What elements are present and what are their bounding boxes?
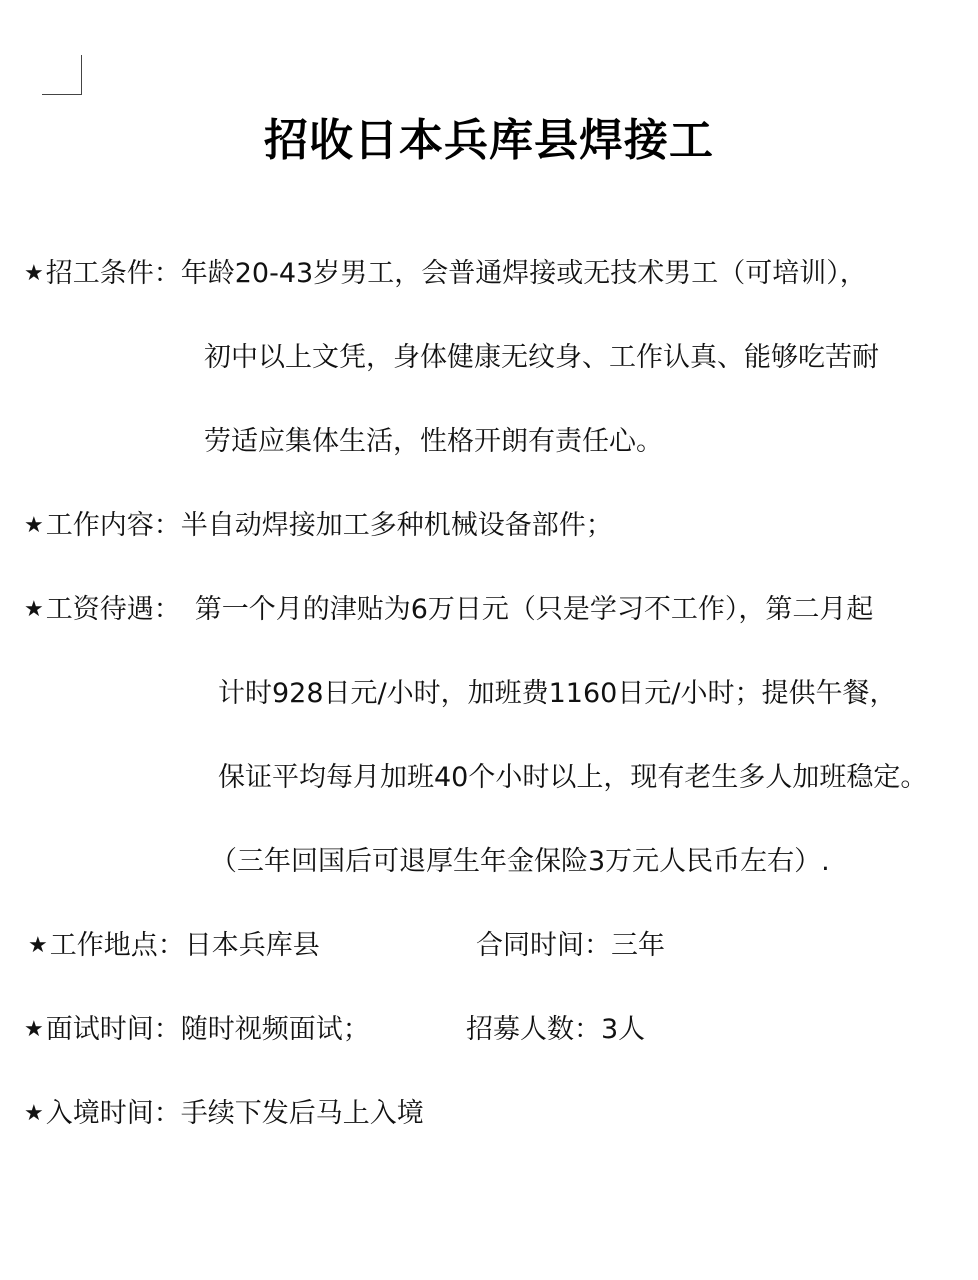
conditions-row xyxy=(24,256,867,292)
interview-value: 随时视频面试； xyxy=(180,1014,370,1045)
entry-label: 入境时间： xyxy=(45,1098,181,1129)
salary-row xyxy=(24,592,873,628)
star-icon: ★ xyxy=(24,597,44,622)
headcount-value: 3人 xyxy=(601,1014,646,1045)
page-corner-mark xyxy=(42,55,82,95)
salary-line-2: 计时928日元/小时，加班费1160日元/小时；提供午餐， xyxy=(218,678,897,709)
content-label: 工作内容： xyxy=(45,510,181,541)
location-row xyxy=(28,928,320,964)
contract-value: 三年 xyxy=(611,930,665,961)
content-line-1: 半自动焊接加工多种机械设备部件； xyxy=(180,510,613,541)
conditions-line-2: 初中以上文凭，身体健康无纹身、工作认真、能够吃苦耐 xyxy=(204,342,879,373)
salary-line-1: 第一个月的津贴为6万日元（只是学习不工作），第二月起 xyxy=(194,594,874,625)
content-row xyxy=(24,508,613,544)
page-title: 招收日本兵库县焊接工 xyxy=(264,115,714,166)
star-icon: ★ xyxy=(24,261,44,286)
entry-row xyxy=(24,1096,424,1132)
star-icon: ★ xyxy=(24,513,44,538)
interview-label: 面试时间： xyxy=(45,1014,181,1045)
star-icon: ★ xyxy=(28,933,48,958)
interview-row xyxy=(24,1012,370,1048)
contract-label: 合同时间： xyxy=(476,930,611,961)
contract-row xyxy=(476,928,665,964)
conditions-line-3: 劳适应集体生活，性格开朗有责任心。 xyxy=(204,426,663,457)
salary-line-3: 保证平均每月加班40个小时以上，现有老生多人加班稳定。 xyxy=(218,762,928,793)
location-label: 工作地点： xyxy=(49,930,185,961)
salary-line-4: （三年回国后可退厚生年金保险3万元人民币左右）. xyxy=(210,846,830,877)
headcount-label: 招募人数： xyxy=(466,1014,601,1045)
star-icon: ★ xyxy=(24,1101,44,1126)
star-icon: ★ xyxy=(24,1017,44,1042)
conditions-line-1: 年龄20-43岁男工，会普通焊接或无技术男工（可培训）， xyxy=(180,258,867,289)
salary-label: 工资待遇： xyxy=(45,594,181,625)
location-value: 日本兵库县 xyxy=(184,930,320,961)
headcount-row xyxy=(466,1012,645,1048)
entry-value: 手续下发后马上入境 xyxy=(180,1098,424,1129)
conditions-label: 招工条件： xyxy=(45,258,181,289)
